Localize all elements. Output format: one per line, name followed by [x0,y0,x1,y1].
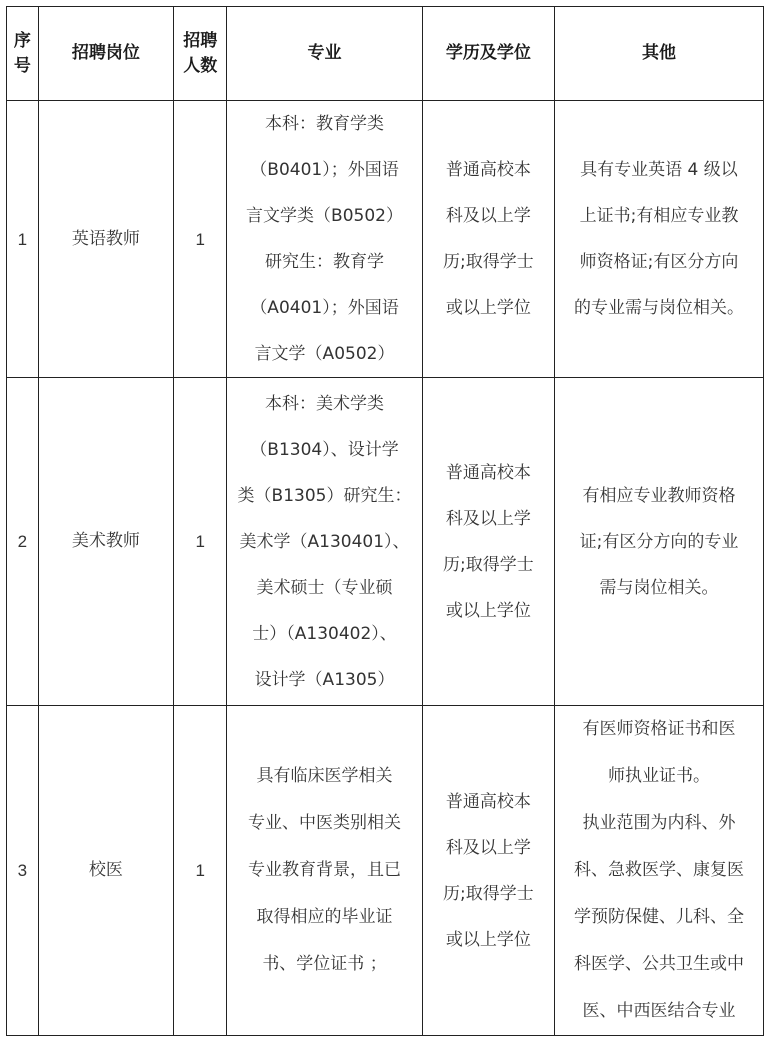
table-row [7,378,764,706]
row-other: 有相应专业教师资格 证;有区分方向的专业 需与岗位相关。 [554,378,763,706]
row-major: 本科：美术学类 （B1304）、设计学 类（B1305）研究生： 美术学（A130401）、 美术硕士（专业硕 士）（A130402）、 设计学（A1305） [227,378,422,706]
header-major: 专业 [227,7,422,101]
row-seq: 3 [7,706,39,1036]
row-major: 本科：教育学类 （B0401）；外国语 言文学类（B0502） 研究生：教育学 （A0401）；外国语 言文学（A0502） [227,101,422,378]
recruitment-table [6,6,764,1036]
row-seq: 2 [7,378,39,706]
row-degree: 普通高校本 科及以上学 历;取得学士 或以上学位 [422,101,554,378]
header-count: 招聘 人数 [174,7,227,101]
row-count: 1 [174,378,227,706]
row-position: 美术教师 [38,378,174,706]
row-seq: 1 [7,101,39,378]
row-degree: 普通高校本 科及以上学 历;取得学士 或以上学位 [422,378,554,706]
row-major: 具有临床医学相关 专业、中医类别相关 专业教育背景，且已 取得相应的毕业证 书、学位证书 ； [227,706,422,1036]
row-degree: 普通高校本 科及以上学 历;取得学士 或以上学位 [422,706,554,1036]
row-position: 英语教师 [38,101,174,378]
row-position: 校医 [38,706,174,1036]
header-row [7,7,764,101]
header-other: 其他 [554,7,763,101]
header-position: 招聘岗位 [38,7,174,101]
row-count: 1 [174,706,227,1036]
row-count: 1 [174,101,227,378]
table-row [7,706,764,1036]
row-other: 具有专业英语 4 级以 上证书;有相应专业教 师资格证;有区分方向 的专业需与岗位相关。 [554,101,763,378]
header-degree: 学历及学位 [422,7,554,101]
header-seq: 序 号 [7,7,39,101]
table-row [7,101,764,378]
row-other: 有医师资格证书和医 师执业证书。 执业范围为内科、外 科、急救医学、康复医 学预防保健、儿科、全 科医学、公共卫生或中 医、中西医结合专业 [554,706,763,1036]
